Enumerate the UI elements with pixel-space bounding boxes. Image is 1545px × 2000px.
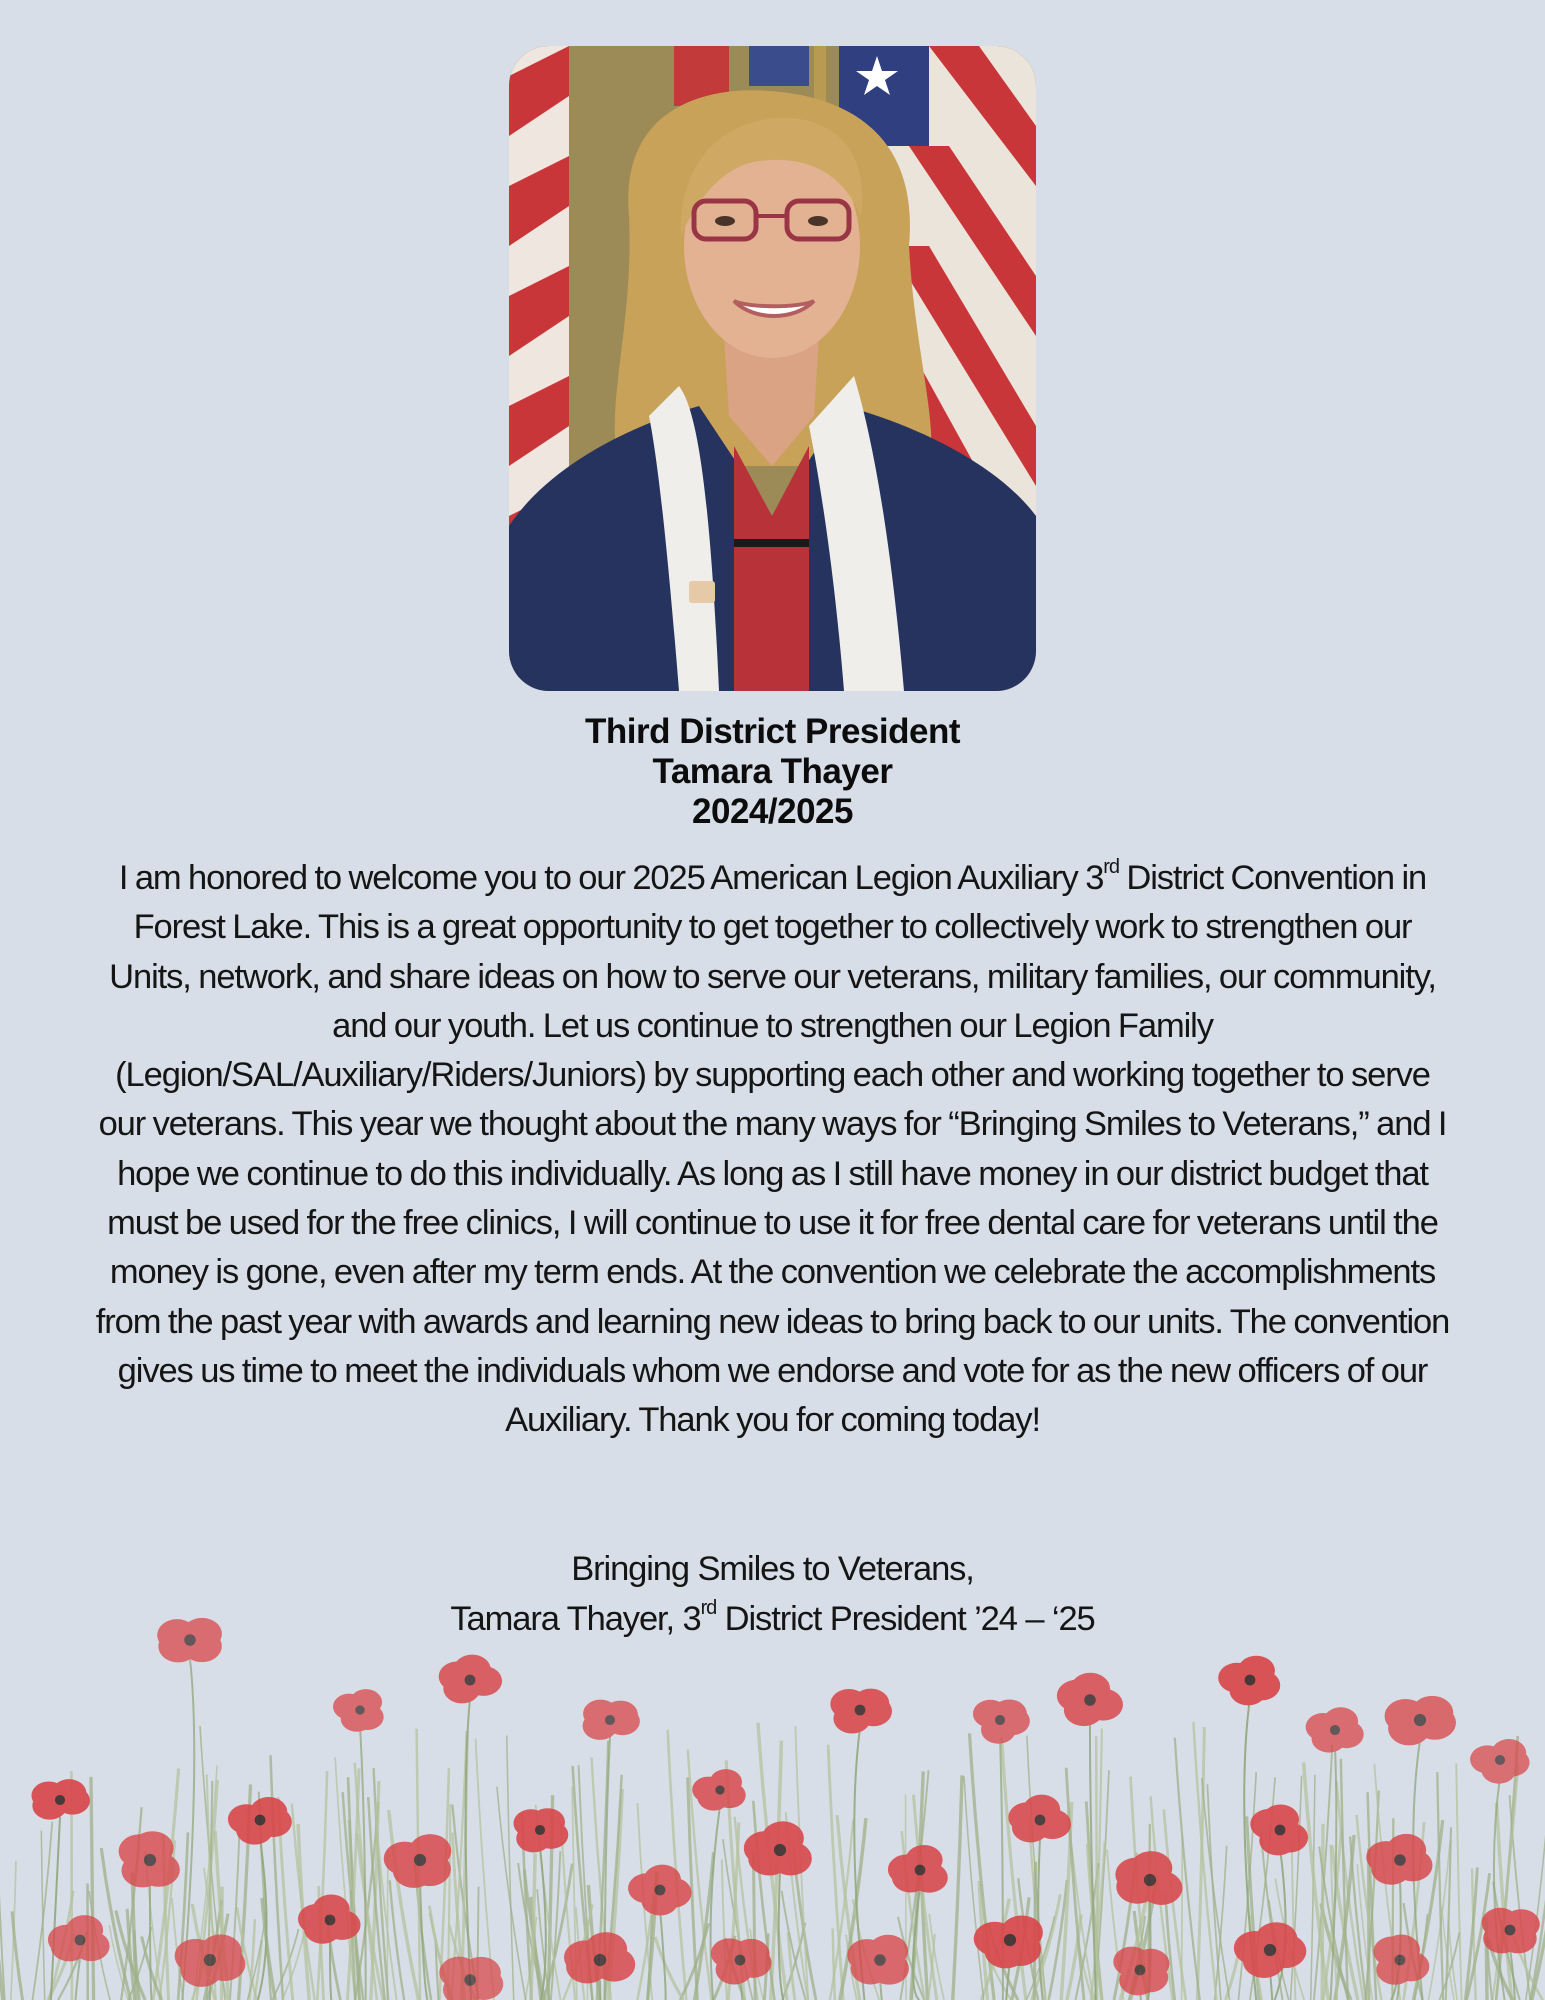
- poppy-flower: [31, 1779, 89, 2000]
- poppy-flower: [628, 1865, 692, 2000]
- grass-blade: [390, 1880, 404, 2000]
- term-years: 2024/2025: [692, 792, 853, 831]
- grass-blade: [1215, 1846, 1227, 2000]
- poppy-flower: [1057, 1673, 1123, 2000]
- grass-blade: [1456, 1763, 1461, 2000]
- grass-blade: [655, 1937, 683, 2000]
- signature-ordinal: rd: [700, 1596, 717, 1619]
- poppy-flower: [513, 1808, 568, 2000]
- poppy-flower: [48, 1915, 110, 2000]
- grass-blade: [833, 1928, 835, 2000]
- ordinal-suffix: rd: [1103, 855, 1119, 878]
- portrait-photo: [509, 46, 1036, 691]
- welcome-message: [90, 854, 1455, 1446]
- closing-line: Bringing Smiles to Veterans,: [571, 1550, 974, 1588]
- grass-blade: [1437, 1772, 1443, 2000]
- signature-name: Tamara Thayer, 3: [450, 1600, 701, 1638]
- poppy-flower: [439, 1957, 503, 2000]
- title-heading: Third District President: [584, 712, 961, 751]
- title-block: [0, 712, 1545, 832]
- president-name: Tamara Thayer: [652, 752, 893, 791]
- grass-blade: [272, 1929, 298, 2000]
- message-intro: I am honored to welcome you to our 2025 American Legion Auxiliary 3: [118, 859, 1104, 897]
- grass-blade: [282, 1929, 305, 2000]
- grass-blade: [262, 1898, 275, 2000]
- poppy-flower: [711, 1938, 772, 2000]
- grass-blade: [91, 1777, 94, 2000]
- signature-title: District President ’24 – ‘25: [716, 1600, 1095, 1638]
- poppy-flower: [175, 1934, 246, 2000]
- grass-blade: [271, 1755, 283, 2000]
- grass-blade: [1322, 1824, 1323, 2000]
- poppy-flower: [847, 1935, 909, 2000]
- grass-blade: [507, 1736, 514, 2000]
- grass-blade: [953, 1775, 962, 2000]
- message-body: District Convention in Forest Lake. This is a great opportunity to get together to collectively work to strengthen our Units, network, and share ideas on how to serve our veterans, military families, our community, and our youth. Let us continue to strengthen our Legion Family (Legion/SAL/Auxiliary/Riders/Juniors) by supporting each other and working together to serve our veterans. This year we thought about the many ways for “Bringing Smiles to Veterans,” and I hope we continue to do this individually. As long as I still have money in our district budget that must be used for the free clinics, I will continue to use it for free dental care for veterans until the money is gone, even after my term ends. At the convention we celebrate the accomplishments from the past year with awards and learning new ideas to bring back to our units. The convention gives us time to meet the individuals whom we endorse and vote for as the new officers of our Auxiliary. Thank you for coming today!: [95, 859, 1450, 1440]
- poppy-field: [0, 1560, 1545, 2000]
- grass-blade: [668, 1730, 687, 2000]
